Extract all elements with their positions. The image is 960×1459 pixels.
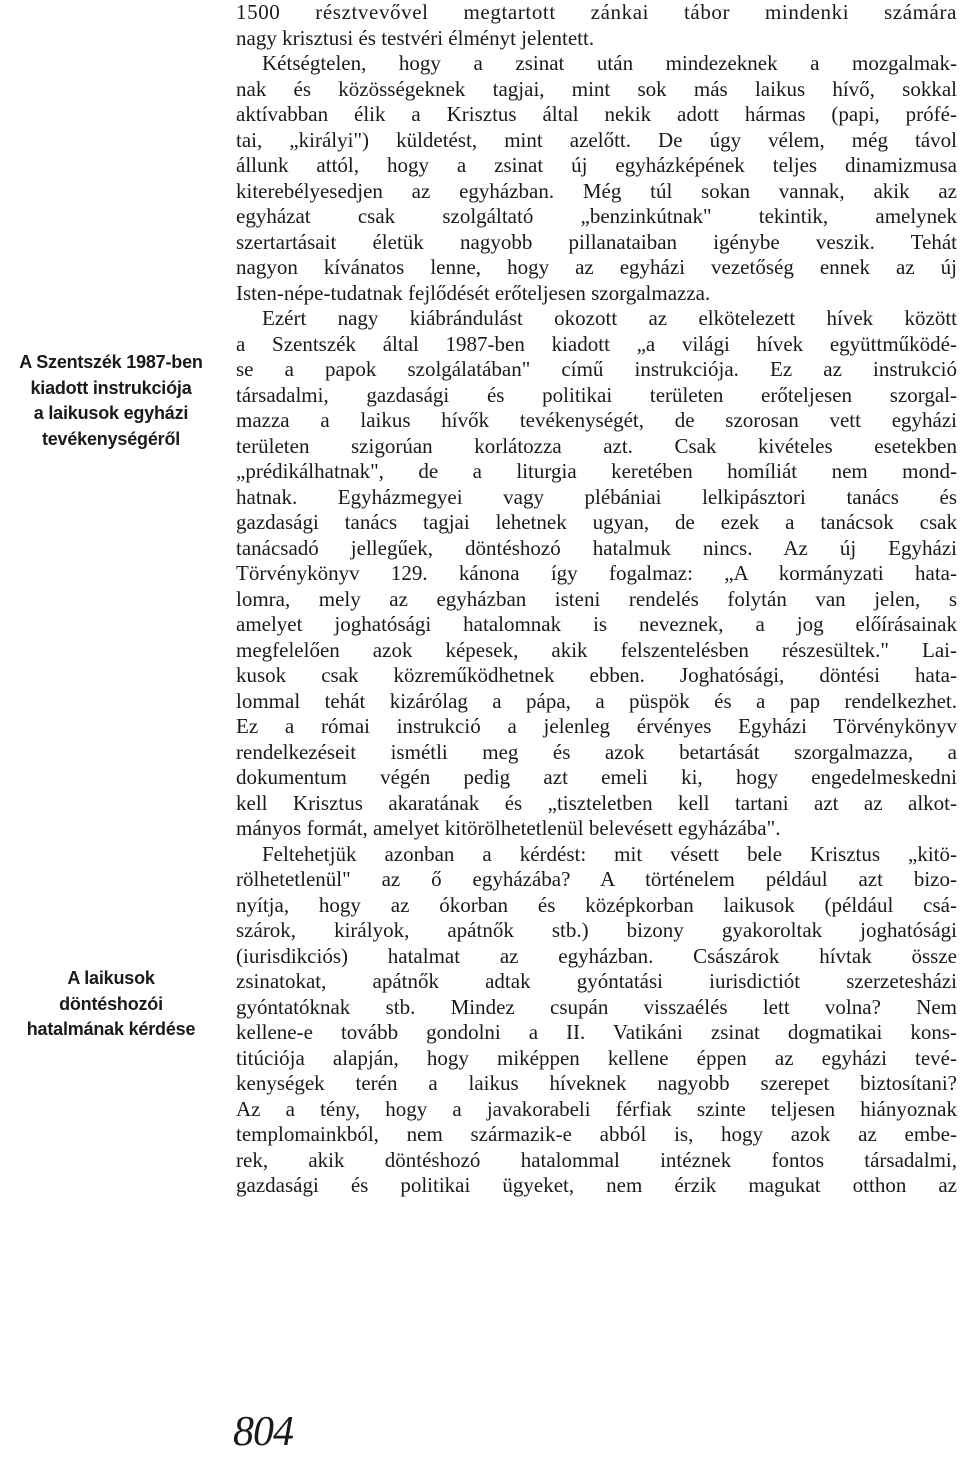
- margin-heading-line: a laikusok egyházi: [33, 403, 189, 423]
- text-line: kellene-e tovább gondolni a II. Vatikáni zsinat dogmatikai kons-: [236, 1020, 957, 1044]
- text-line: a Szentszék által 1987-ben kiadott „a világi hívek együttműködé-: [236, 331, 957, 356]
- margin-heading-1987-instruction: [0, 350, 222, 452]
- margin-heading-line: A laikusok: [67, 968, 155, 988]
- text-line: nak és közösségeknek tagjai, mint sok más laikus hívő, sokkal: [236, 76, 957, 101]
- text-line: 1500 résztvevővel megtartott zánkai tábor mindenki számára: [236, 0, 957, 24]
- text-line: Ezért nagy kiábrándulást okozott az elkötelezett hívek között: [262, 306, 957, 330]
- page-number: 804: [233, 1409, 293, 1455]
- text-line: se a papok szolgálatában" című instrukciója. Ez az instrukció: [236, 357, 957, 381]
- text-line: Az a tény, hogy a javakorabeli férfiak szinte teljesen hiányoznak: [236, 1096, 957, 1121]
- margin-heading-line: hatalmának kérdése: [26, 1019, 196, 1039]
- text-line: rek, akik döntéshozó hatalommal intéznek fontos társadalmi,: [236, 1147, 957, 1172]
- text-line: amelyet joghatósági hatalomnak is neveznek, a jog előírásainak: [236, 612, 957, 636]
- text-line: „prédikálhatnak", de a liturgia keretében homíliát nem mond-: [236, 459, 957, 483]
- text-line: titúciója alapján, hogy miképpen kellene éppen az egyházi tevé-: [236, 1045, 957, 1070]
- text-line: aktívabban élik a Krisztus által nekik adott hármas (papi, prófé-: [236, 102, 957, 126]
- text-line: rölhetetlenül" az ő egyházába? A történelem például azt bizo-: [236, 867, 957, 891]
- text-line: szertartásait életük nagyobb pillanataiban igénybe veszik. Tehát: [236, 229, 957, 254]
- text-line: mazza a laikus hívők tevékenységét, de szorosan vett egyházi: [236, 408, 957, 432]
- text-line: lommal tehát kizárólag a pápa, a püspök és a pap rendelkezhet.: [236, 688, 957, 713]
- text-line: zsinatokat, apátnők adtak gyóntatási iurisdictiót szerzetesházi: [236, 969, 957, 993]
- text-line: lomra, mely az egyházban isteni rendelés folytán van jelen, s: [236, 586, 957, 611]
- text-line: (iurisdikciós) hatalmat az egyházban. Császárok hívtak össze: [236, 943, 957, 968]
- text-line: templomainkból, nem származik-e abból is, hogy azok az embe-: [236, 1122, 957, 1146]
- text-line: Törvénykönyv 129. kánona így fogalmaz: „A kormányzati hata-: [236, 561, 957, 585]
- margin-heading-line: A Szentszék 1987-ben: [19, 352, 203, 372]
- text-line: tanácsadó jellegűek, döntéshozó hatalmuk nincs. Az új Egyházi: [236, 535, 957, 560]
- text-line: társadalmi, gazdasági és politikai területen erőteljesen szorgal-: [236, 382, 957, 407]
- text-line: Kétségtelen, hogy a zsinat után mindezeknek a mozgalmak-: [262, 51, 957, 75]
- text-line: rendelkezéseit ismétli meg és azok betartását szorgalmazza, a: [236, 739, 957, 764]
- text-line: tai, „királyi") küldetést, mint azelőtt. De úgy vélem, még távol: [236, 127, 957, 152]
- text-line: területen szigorúan korlátozza azt. Csak kivételes esetekben: [236, 433, 957, 458]
- text-line: Feltehetjük azonban a kérdést: mit vésett bele Krisztus „kitö-: [262, 841, 957, 866]
- text-line: nagyon kívánatos lenne, hogy az egyházi vezetőség ennek az új: [236, 255, 957, 279]
- text-line: gyóntatóknak stb. Mindez csupán visszaélés lett volna? Nem: [236, 994, 957, 1019]
- text-line: nagy krisztusi és testvéri élményt jelentett.: [236, 25, 595, 50]
- margin-heading-line: kiadott instrukciója: [30, 377, 192, 398]
- text-line: mányos formát, amelyet kitörölhetetlenül belevésett egyházába".: [236, 816, 781, 840]
- text-line: dokumentum végén pedig azt emeli ki, hogy engedelmeskedni: [236, 765, 957, 789]
- text-line: Isten-népe-tudatnak fejlődését erőteljesen szorgalmazza.: [236, 280, 711, 305]
- text-line: állunk attól, hogy a zsinat új egyházképének teljes dinamizmusa: [236, 153, 957, 177]
- text-line: gazdasági tanács tagjai lehetnek ugyan, de ezek a tanácsok csak: [236, 510, 957, 534]
- text-line: kusok csak közreműködhetnek ebben. Joghatósági, döntési hata-: [236, 663, 957, 687]
- text-line: kiterebélyesedjen az egyházban. Még túl sokan vannak, akik az: [236, 178, 957, 203]
- text-line: nyítja, hogy az ókorban és középkorban laikusok (például csá-: [236, 892, 957, 917]
- text-line: gazdasági és politikai ügyeket, nem érzik magukat otthon az: [236, 1173, 957, 1197]
- text-line: hatnak. Egyházmegyei vagy plébániai lelkipásztori tanács és: [236, 484, 957, 509]
- text-line: kenységek terén a laikus híveknek nagyobb szerepet biztosítani?: [236, 1071, 957, 1095]
- body-text: [236, 0, 957, 1199]
- text-line: kell Krisztus akaratának és „tiszteletben kell tartani azt az alkot-: [236, 790, 957, 815]
- text-line: megfelelően azok képesek, akik felszentelésben részesültek." Lai-: [236, 637, 957, 662]
- margin-heading-line: döntéshozói: [59, 993, 163, 1014]
- margin-heading-lay-decision-power: [0, 966, 222, 1043]
- text-line: egyházat csak szolgáltató „benzinkútnak" tekintik, amelynek: [236, 204, 957, 228]
- text-line: Ez a római instrukció a jelenleg érvényes Egyházi Törvénykönyv: [236, 714, 957, 738]
- text-line: szárok, királyok, apátnők stb.) bizony gyakoroltak joghatósági: [236, 918, 957, 942]
- margin-heading-line: tevékenységéről: [41, 428, 181, 449]
